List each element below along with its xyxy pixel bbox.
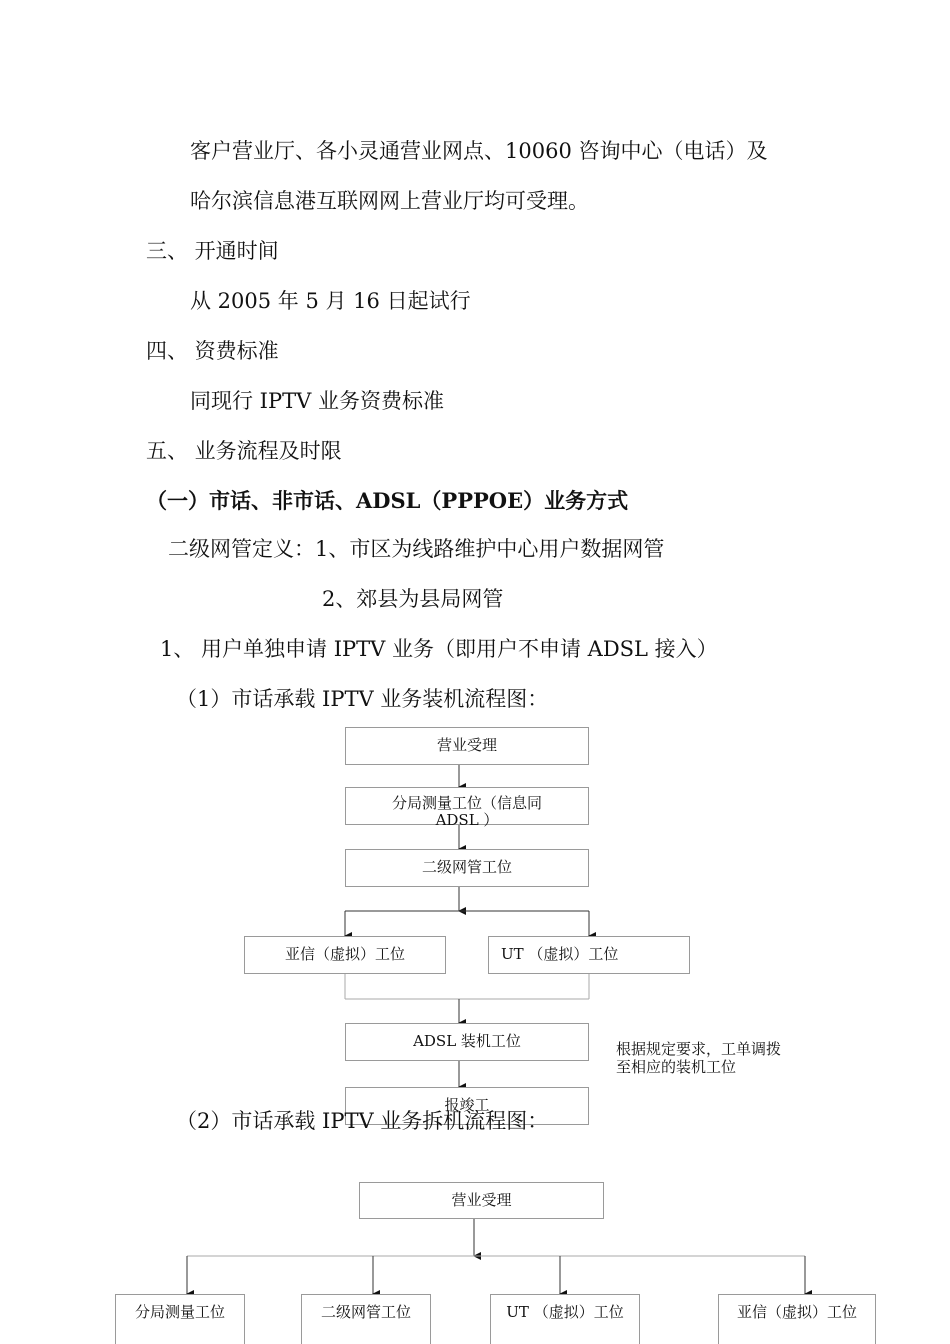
subheading-removal-flow: （2）市话承载 IPTV 业务拆机流程图： bbox=[176, 1109, 549, 1133]
paragraph-accept-locations-1: 客户营业厅、各小灵通营业网点、10060 咨询中心（电话）及 bbox=[190, 139, 768, 163]
flow1-box-level2-netmgmt: 二级网管工位 bbox=[345, 849, 589, 887]
flow1-box-branch-measure bbox=[345, 787, 589, 829]
flow1-note-line2: 至相应的装机工位 bbox=[616, 1058, 737, 1076]
subheading-install-flow: （1）市话承载 IPTV 业务装机流程图： bbox=[176, 687, 549, 711]
flow1-box-adsl-install: ADSL 装机工位 bbox=[345, 1023, 589, 1061]
paragraph-accept-locations-2: 哈尔滨信息港互联网网上营业厅均可受理。 bbox=[190, 189, 589, 213]
flow1-box-asiainfo-virtual: 亚信（虚拟）工位 bbox=[244, 936, 446, 974]
definition-line-1: 二级网管定义：1、市区为线路维护中心用户数据网管 bbox=[168, 537, 665, 561]
flow2-box-business-acceptance: 营业受理 bbox=[359, 1182, 604, 1219]
heading-fee-standard: 四、 资费标准 bbox=[146, 339, 279, 363]
heading-business-mode: （一）市话、非市话、ADSL（PPPOE）业务方式 bbox=[146, 488, 629, 513]
item-1: 1、 用户单独申请 IPTV 业务（即用户不申请 ADSL 接入） bbox=[160, 637, 718, 661]
paragraph-open-time: 从 2005 年 5 月 16 日起试行 bbox=[190, 289, 471, 313]
flow1-box-report-completion: 报竣工 bbox=[345, 1087, 589, 1125]
heading-open-time: 三、 开通时间 bbox=[146, 239, 279, 263]
paragraph-fee-standard: 同现行 IPTV 业务资费标准 bbox=[190, 389, 444, 413]
definition-line-2: 2、郊县为县局网管 bbox=[322, 587, 504, 611]
flow1-note-line1: 根据规定要求，工单调拨 bbox=[616, 1040, 782, 1058]
flow2-box-ut-virtual: UT （虚拟）工位 bbox=[490, 1294, 640, 1344]
flow2-box-asiainfo-virtual: 亚信（虚拟）工位 bbox=[718, 1294, 876, 1344]
flow1-box-business-acceptance: 营业受理 bbox=[345, 727, 589, 765]
flow1-box-branch-measure-line1: 分局测量工位（信息同 bbox=[391, 794, 542, 812]
flow1-box-ut-virtual: UT （虚拟）工位 bbox=[488, 936, 690, 974]
flow2-box-branch-measure: 分局测量工位 bbox=[115, 1294, 245, 1344]
flow2-box-level2-netmgmt: 二级网管工位 bbox=[301, 1294, 431, 1344]
flow1-box-branch-measure-line2: ADSL ） bbox=[435, 811, 499, 829]
heading-process: 五、 业务流程及时限 bbox=[146, 439, 342, 463]
